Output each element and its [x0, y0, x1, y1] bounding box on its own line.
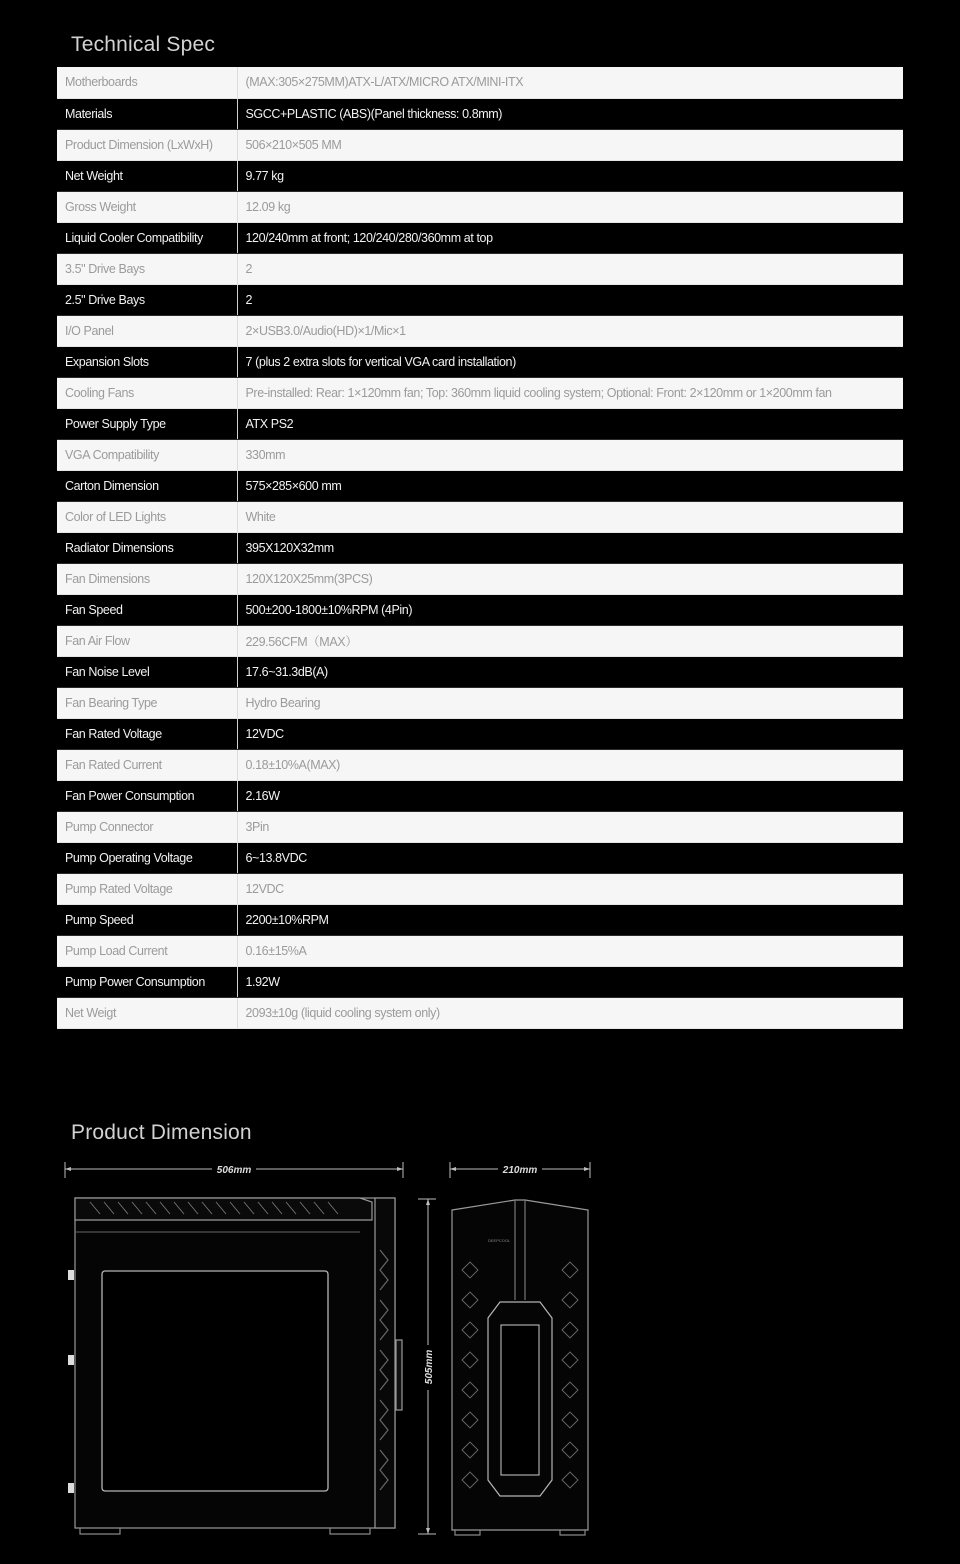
- spec-label: Fan Power Consumption: [57, 780, 237, 811]
- depth-label: 210mm: [502, 1165, 538, 1176]
- spec-label: Power Supply Type: [57, 408, 237, 439]
- spec-label: Gross Weight: [57, 191, 237, 222]
- arrow-icon: [426, 1199, 430, 1205]
- case-side-view: [68, 1198, 402, 1534]
- spec-row: [57, 780, 903, 811]
- spec-row: [57, 997, 903, 1028]
- spec-row: [57, 470, 903, 501]
- spec-value: White: [237, 501, 903, 532]
- spec-value: 17.6~31.3dB(A): [237, 656, 903, 687]
- spec-row: [57, 594, 903, 625]
- spec-row: [57, 67, 903, 98]
- spec-label: Pump Load Current: [57, 935, 237, 966]
- spec-label: Fan Air Flow: [57, 625, 237, 656]
- spec-row: [57, 222, 903, 253]
- spec-row: [57, 439, 903, 470]
- spec-row: [57, 873, 903, 904]
- spec-value: Hydro Bearing: [237, 687, 903, 718]
- spec-label: Pump Rated Voltage: [57, 873, 237, 904]
- spec-value: 2: [237, 253, 903, 284]
- spec-value: 2: [237, 284, 903, 315]
- spec-row: [57, 377, 903, 408]
- spec-value: ATX PS2: [237, 408, 903, 439]
- spec-row: [57, 656, 903, 687]
- spec-row: [57, 811, 903, 842]
- spec-table: [57, 67, 903, 1029]
- spec-value: Pre-installed: Rear: 1×120mm fan; Top: 360mm liquid cooling system; Optional: Front: 2×120mm or 1×200mm fan: [237, 377, 903, 408]
- spec-row: [57, 284, 903, 315]
- spec-row: [57, 501, 903, 532]
- spec-label: Color of LED Lights: [57, 501, 237, 532]
- spec-row: [57, 98, 903, 129]
- spec-label: Pump Power Consumption: [57, 966, 237, 997]
- spec-row: [57, 966, 903, 997]
- spec-value: 7 (plus 2 extra slots for vertical VGA card installation): [237, 346, 903, 377]
- spec-value: SGCC+PLASTIC (ABS)(Panel thickness: 0.8mm): [237, 98, 903, 129]
- spec-label: Liquid Cooler Compatibility: [57, 222, 237, 253]
- spec-label: VGA Compatibility: [57, 439, 237, 470]
- spec-value: 6~13.8VDC: [237, 842, 903, 873]
- spec-row: [57, 346, 903, 377]
- spec-value: 330mm: [237, 439, 903, 470]
- spec-label: Fan Bearing Type: [57, 687, 237, 718]
- spec-label: Fan Speed: [57, 594, 237, 625]
- spec-label: Pump Connector: [57, 811, 237, 842]
- dimension-title: Product Dimension: [71, 1121, 252, 1144]
- spec-label: Fan Dimensions: [57, 563, 237, 594]
- spec-value: 0.16±15%A: [237, 935, 903, 966]
- spec-label: Fan Noise Level: [57, 656, 237, 687]
- spec-row: [57, 160, 903, 191]
- spec-value: 2093±10g (liquid cooling system only): [237, 997, 903, 1028]
- product-dimension-drawing: [0, 1150, 620, 1545]
- spec-row: [57, 191, 903, 222]
- spec-row: [57, 935, 903, 966]
- spec-label: Motherboards: [57, 67, 237, 98]
- spec-row: [57, 408, 903, 439]
- height-label: 505mm: [424, 1349, 435, 1385]
- spec-label: 3.5" Drive Bays: [57, 253, 237, 284]
- spec-label: Pump Operating Voltage: [57, 842, 237, 873]
- spec-value: 2.16W: [237, 780, 903, 811]
- spec-label: Cooling Fans: [57, 377, 237, 408]
- spec-value: 12VDC: [237, 873, 903, 904]
- arrow-icon: [584, 1167, 590, 1171]
- spec-row: [57, 749, 903, 780]
- spec-value: 395X120X32mm: [237, 532, 903, 563]
- spec-row: [57, 253, 903, 284]
- spec-row: [57, 532, 903, 563]
- spec-row: [57, 563, 903, 594]
- case-front-view: [452, 1200, 588, 1535]
- spec-label: Net Weigt: [57, 997, 237, 1028]
- spec-value: (MAX:305×275MM)ATX-L/ATX/MICRO ATX/MINI-ITX: [237, 67, 903, 98]
- spec-label: Net Weight: [57, 160, 237, 191]
- spec-table-body: [57, 67, 903, 1028]
- spec-label: Pump Speed: [57, 904, 237, 935]
- spec-value: 0.18±10%A(MAX): [237, 749, 903, 780]
- arrow-icon: [426, 1528, 430, 1534]
- spec-value: 120X120X25mm(3PCS): [237, 563, 903, 594]
- spec-value: 3Pin: [237, 811, 903, 842]
- spec-value: 12VDC: [237, 718, 903, 749]
- spec-value: 506×210×505 MM: [237, 129, 903, 160]
- arrow-icon: [65, 1167, 71, 1171]
- spec-title: Technical Spec: [71, 33, 216, 56]
- spec-row: [57, 687, 903, 718]
- spec-value: 9.77 kg: [237, 160, 903, 191]
- spec-label: Expansion Slots: [57, 346, 237, 377]
- svg-text:DEEPCOOL: DEEPCOOL: [488, 1238, 511, 1243]
- spec-value: 500±200-1800±10%RPM (4Pin): [237, 594, 903, 625]
- spec-value: 2200±10%RPM: [237, 904, 903, 935]
- spec-value: 2×USB3.0/Audio(HD)×1/Mic×1: [237, 315, 903, 346]
- arrow-icon: [450, 1167, 456, 1171]
- spec-label: Product Dimension (LxWxH): [57, 129, 237, 160]
- spec-row: [57, 315, 903, 346]
- spec-value: 575×285×600 mm: [237, 470, 903, 501]
- width-label: 506mm: [216, 1165, 252, 1176]
- spec-row: [57, 718, 903, 749]
- spec-row: [57, 129, 903, 160]
- spec-label: Fan Rated Voltage: [57, 718, 237, 749]
- spec-label: Carton Dimension: [57, 470, 237, 501]
- spec-label: Fan Rated Current: [57, 749, 237, 780]
- spec-value: 12.09 kg: [237, 191, 903, 222]
- spec-label: 2.5" Drive Bays: [57, 284, 237, 315]
- spec-row: [57, 904, 903, 935]
- spec-row: [57, 625, 903, 656]
- spec-value: 1.92W: [237, 966, 903, 997]
- spec-label: Materials: [57, 98, 237, 129]
- spec-value: 229.56CFM（MAX）: [237, 625, 903, 656]
- spec-value: 120/240mm at front; 120/240/280/360mm at top: [237, 222, 903, 253]
- spec-label: Radiator Dimensions: [57, 532, 237, 563]
- spec-row: [57, 842, 903, 873]
- arrow-icon: [397, 1167, 403, 1171]
- spec-label: I/O Panel: [57, 315, 237, 346]
